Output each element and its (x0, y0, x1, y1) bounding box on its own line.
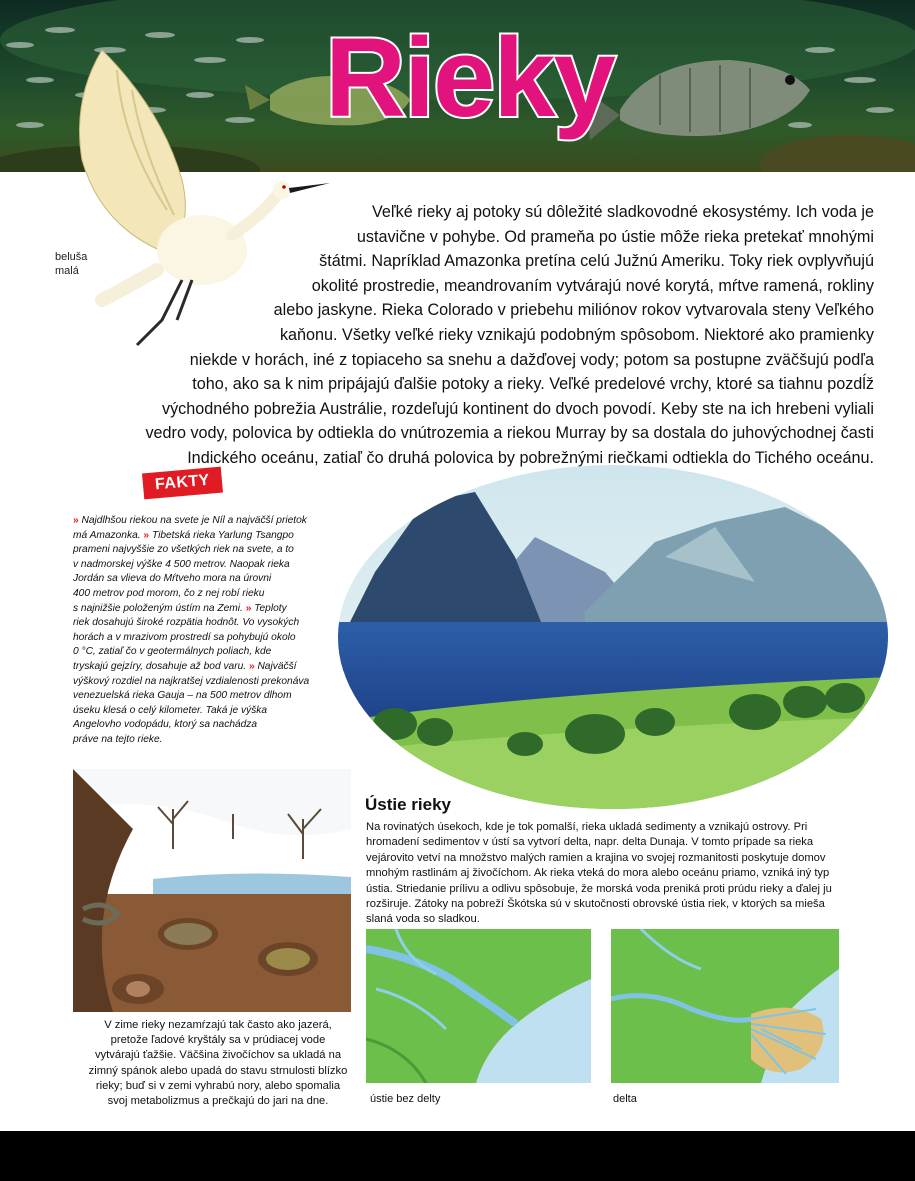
facts-tag: FAKTY (142, 467, 223, 500)
facts-box: » Najdlhšou riekou na svete je Níl a najväčší prietok má Amazonka. » Tibetská rieka Yarlung Tsangpo prameni najvyššie zo všetkých riek na svete, a to v nadmorskej výške 4 500 metrov. Naopak rieka Jordán sa vlieva do Mŕtveho mora na úrovni 400 metrov pod morom, čo z nej robí rieku s najnižšie položeným ústím na Zemi. » Teploty riek dosahujú široké rozpätia hodnôt. Vo vysokých horách a v mrazivom prostredí sa pohybujú okolo 0 °C, zatiaľ čo v geotermálnych poliach, kde tryskajú gejzíry, dosahuje až bod varu. » Najväčší výškový rozdiel na najkratšej vzdialenosti prekonáva venezuelská rieka Gauja – na 500 metrov dlhom úseku klesá o celý kilometer. Taká je výška Angelovho vodopádu, ktorý sa nachádza práve na tejto rieke. (73, 515, 310, 745)
estuary-map-delta (611, 929, 839, 1083)
estuary-heading: Ústie rieky (365, 795, 451, 814)
winter-river-illustration (73, 769, 351, 1012)
lake-illustration (335, 462, 890, 812)
page-title: Rieky (325, 15, 614, 140)
intro-paragraph: Veľké rieky aj potoky sú dôležité sladkovodné ekosystémy. Ich voda je ustavične v pohybe. Od prameňa po ústie môže rieka pretekať mnohými štátmi. Napríklad Amazonka pretína celú Južnú Ameriku. Toky riek ovplyvňujú okolité prostredie, meandrovaním vytvárajú nové korytá, mŕtve ramená, rokliny alebo jaskyne. Rieka Colorado v priebehu miliónov rokov vytvarovala steny Veľkého kaňonu. Všetky veľké rieky vznikajú podobným spôsobom. Niektoré ako pramienky niekde v horách, iné z topiaceho sa snehu a dažďovej vody; potom sa postupne zväčšujú podľa toho, ako sa k nim pripájajú ďalšie potoky a rieky. Veľké predelové vrchy, ktoré sa tiahnu pozdĺž východného pobrežia Austrálie, rozdeľujú kontinent do dvoch povodí. Keby ste na ich hrebeni vyliali vedro vody, polovica by odtiekla do vnútrozemia a riekou Murray by sa dostala do juhovýchodnej časti Indického oceánu, zatiaľ čo druhá polovica by pobrežnými riečkami odtiekla do Tichého oceánu. (145, 203, 874, 467)
estuary-map-no-delta (366, 929, 591, 1083)
estuary-paragraph: Na rovinatých úsekoch, kde je tok pomalší, rieka ukladá sedimenty a vznikajú ostrovy. Pri hromadení sedimentov v ústí sa vytvorí delta, napr. delta Dunaja. V tomto prípade sa rieka vejárovito vetví na množstvo malých ramien a krajina vo svojej rozmanitosti poskytuje domov mnohým rastlinám aj živočíchom. Ak rieka vteká do mora alebo oceánu priamo, vzniká iný typ ústia. Striedanie prílivu a odlivu spôsobuje, že morská voda preniká proti prúdu rieky a ďalej ju rozširuje. Zátoky na pobreží Škótska sú v skutočnosti obrovské ústia riek, v ktorých sa mieša slaná voda so sladkou. (366, 821, 832, 926)
bird-caption: beluša malá (55, 251, 88, 277)
map-caption-delta: delta (613, 1093, 637, 1105)
footer-bar (0, 1131, 915, 1181)
map-caption-no-delta: ústie bez delty (370, 1093, 441, 1105)
winter-caption: V zime rieky nezamŕzajú tak často ako jazerá, pretože ľadové kryštály sa v prúdiacej vode vytvárajú ťažšie. Väčšina živočíchov sa ukladá na zimný spánok alebo upadá do stavu strnulosti blízko rieky; buď si v zemi vyhrabú nory, alebo spomalia svoj metabolizmus a prečkajú do jari na dne. (88, 1019, 348, 1108)
